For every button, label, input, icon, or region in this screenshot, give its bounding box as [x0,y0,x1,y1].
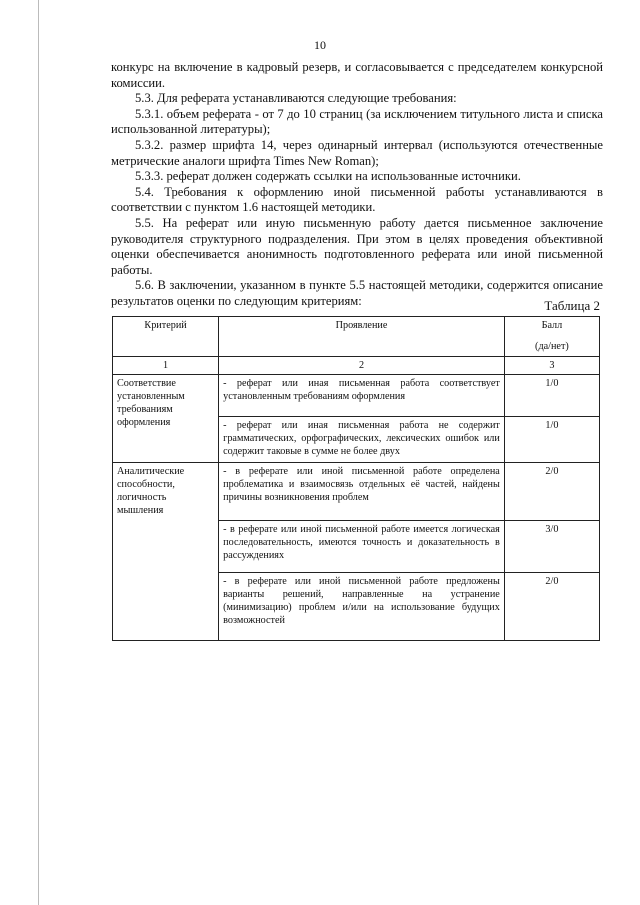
paragraph: конкурс на включение в кадровый резерв, и согласовывается с председателем конкурсной комиссии. [111,60,603,90]
description-cell: - в реферате или иной письменной работе имеется логическая последовательность, имеются точность и доказательность в рассуждениях [219,521,505,573]
description-cell: - реферат или иная письменная работа не содержит грамматических, орфографических, лексических ошибок или содержит таковые в сумме не более двух [219,417,505,463]
description-cell: - в реферате или иной письменной работе предложены варианты решений, направленные на устранение (минимизацию) проблем и/или на использование будущих возможностей [219,573,505,641]
header-score [504,317,599,357]
score-cell: 1/0 [504,417,599,463]
criterion-cell: Соответствие установленным требованиям оформления [113,375,219,463]
header-score-sublabel: (да/нет) [535,341,569,352]
description-cell: - реферат или иная письменная работа соответствует установленным требованиям оформления [219,375,505,417]
paragraph: 5.5. На реферат или иную письменную работу дается письменное заключение руководителя структурного подразделения. При этом в целях проведения объективной оценки обеспечивается анонимность подготовленного реферата или иной письменной работы. [111,215,603,277]
paragraph: 5.3. Для реферата устанавливаются следующие требования: [135,91,457,106]
score-cell: 3/0 [504,521,599,573]
criterion-cell: Аналитические способности, логичность мышления [113,463,219,641]
paragraph: 5.6. В заключении, указанном в пункте 5.5 настоящей методики, содержится описание результатов оценки по следующим критериям: [111,278,603,308]
score-cell: 2/0 [504,573,599,641]
table-row [113,375,600,417]
score-cell: 1/0 [504,375,599,417]
table-caption: Таблица 2 [544,298,600,313]
column-number-row [113,357,600,375]
score-cell: 2/0 [504,463,599,521]
paragraph: 5.4. Требования к оформлению иной письменной работы устанавливаются в соответствии с пунктом 1.6 настоящей методики. [111,184,603,215]
table-row [113,463,600,521]
header-manifestation: Проявление [219,317,505,357]
column-number: 2 [219,357,505,375]
table-header-row [113,317,600,357]
paragraph: 5.3.1. объем реферата - от 7 до 10 страниц (за исключением титульного листа и списка использованной литературы); [111,106,603,137]
page-left-edge-line [38,0,39,905]
header-score-label: Балл [541,320,563,331]
paragraph: 5.3.2. размер шрифта 14, через одинарный интервал (используются отечественные метрические аналоги шрифта Times New Roman); [111,137,603,168]
header-criterion: Критерий [113,317,219,357]
criteria-table [112,316,600,641]
description-cell: - в реферате или иной письменной работе определена проблематика и взаимосвязь отдельных её частей, найдены причины возникновения проблем [219,463,505,521]
column-number: 1 [113,357,219,375]
page-number: 10 [314,38,326,52]
document-body [111,60,603,310]
paragraph: 5.3.3. реферат должен содержать ссылки на использованные источники. [135,169,521,184]
column-number: 3 [504,357,599,375]
